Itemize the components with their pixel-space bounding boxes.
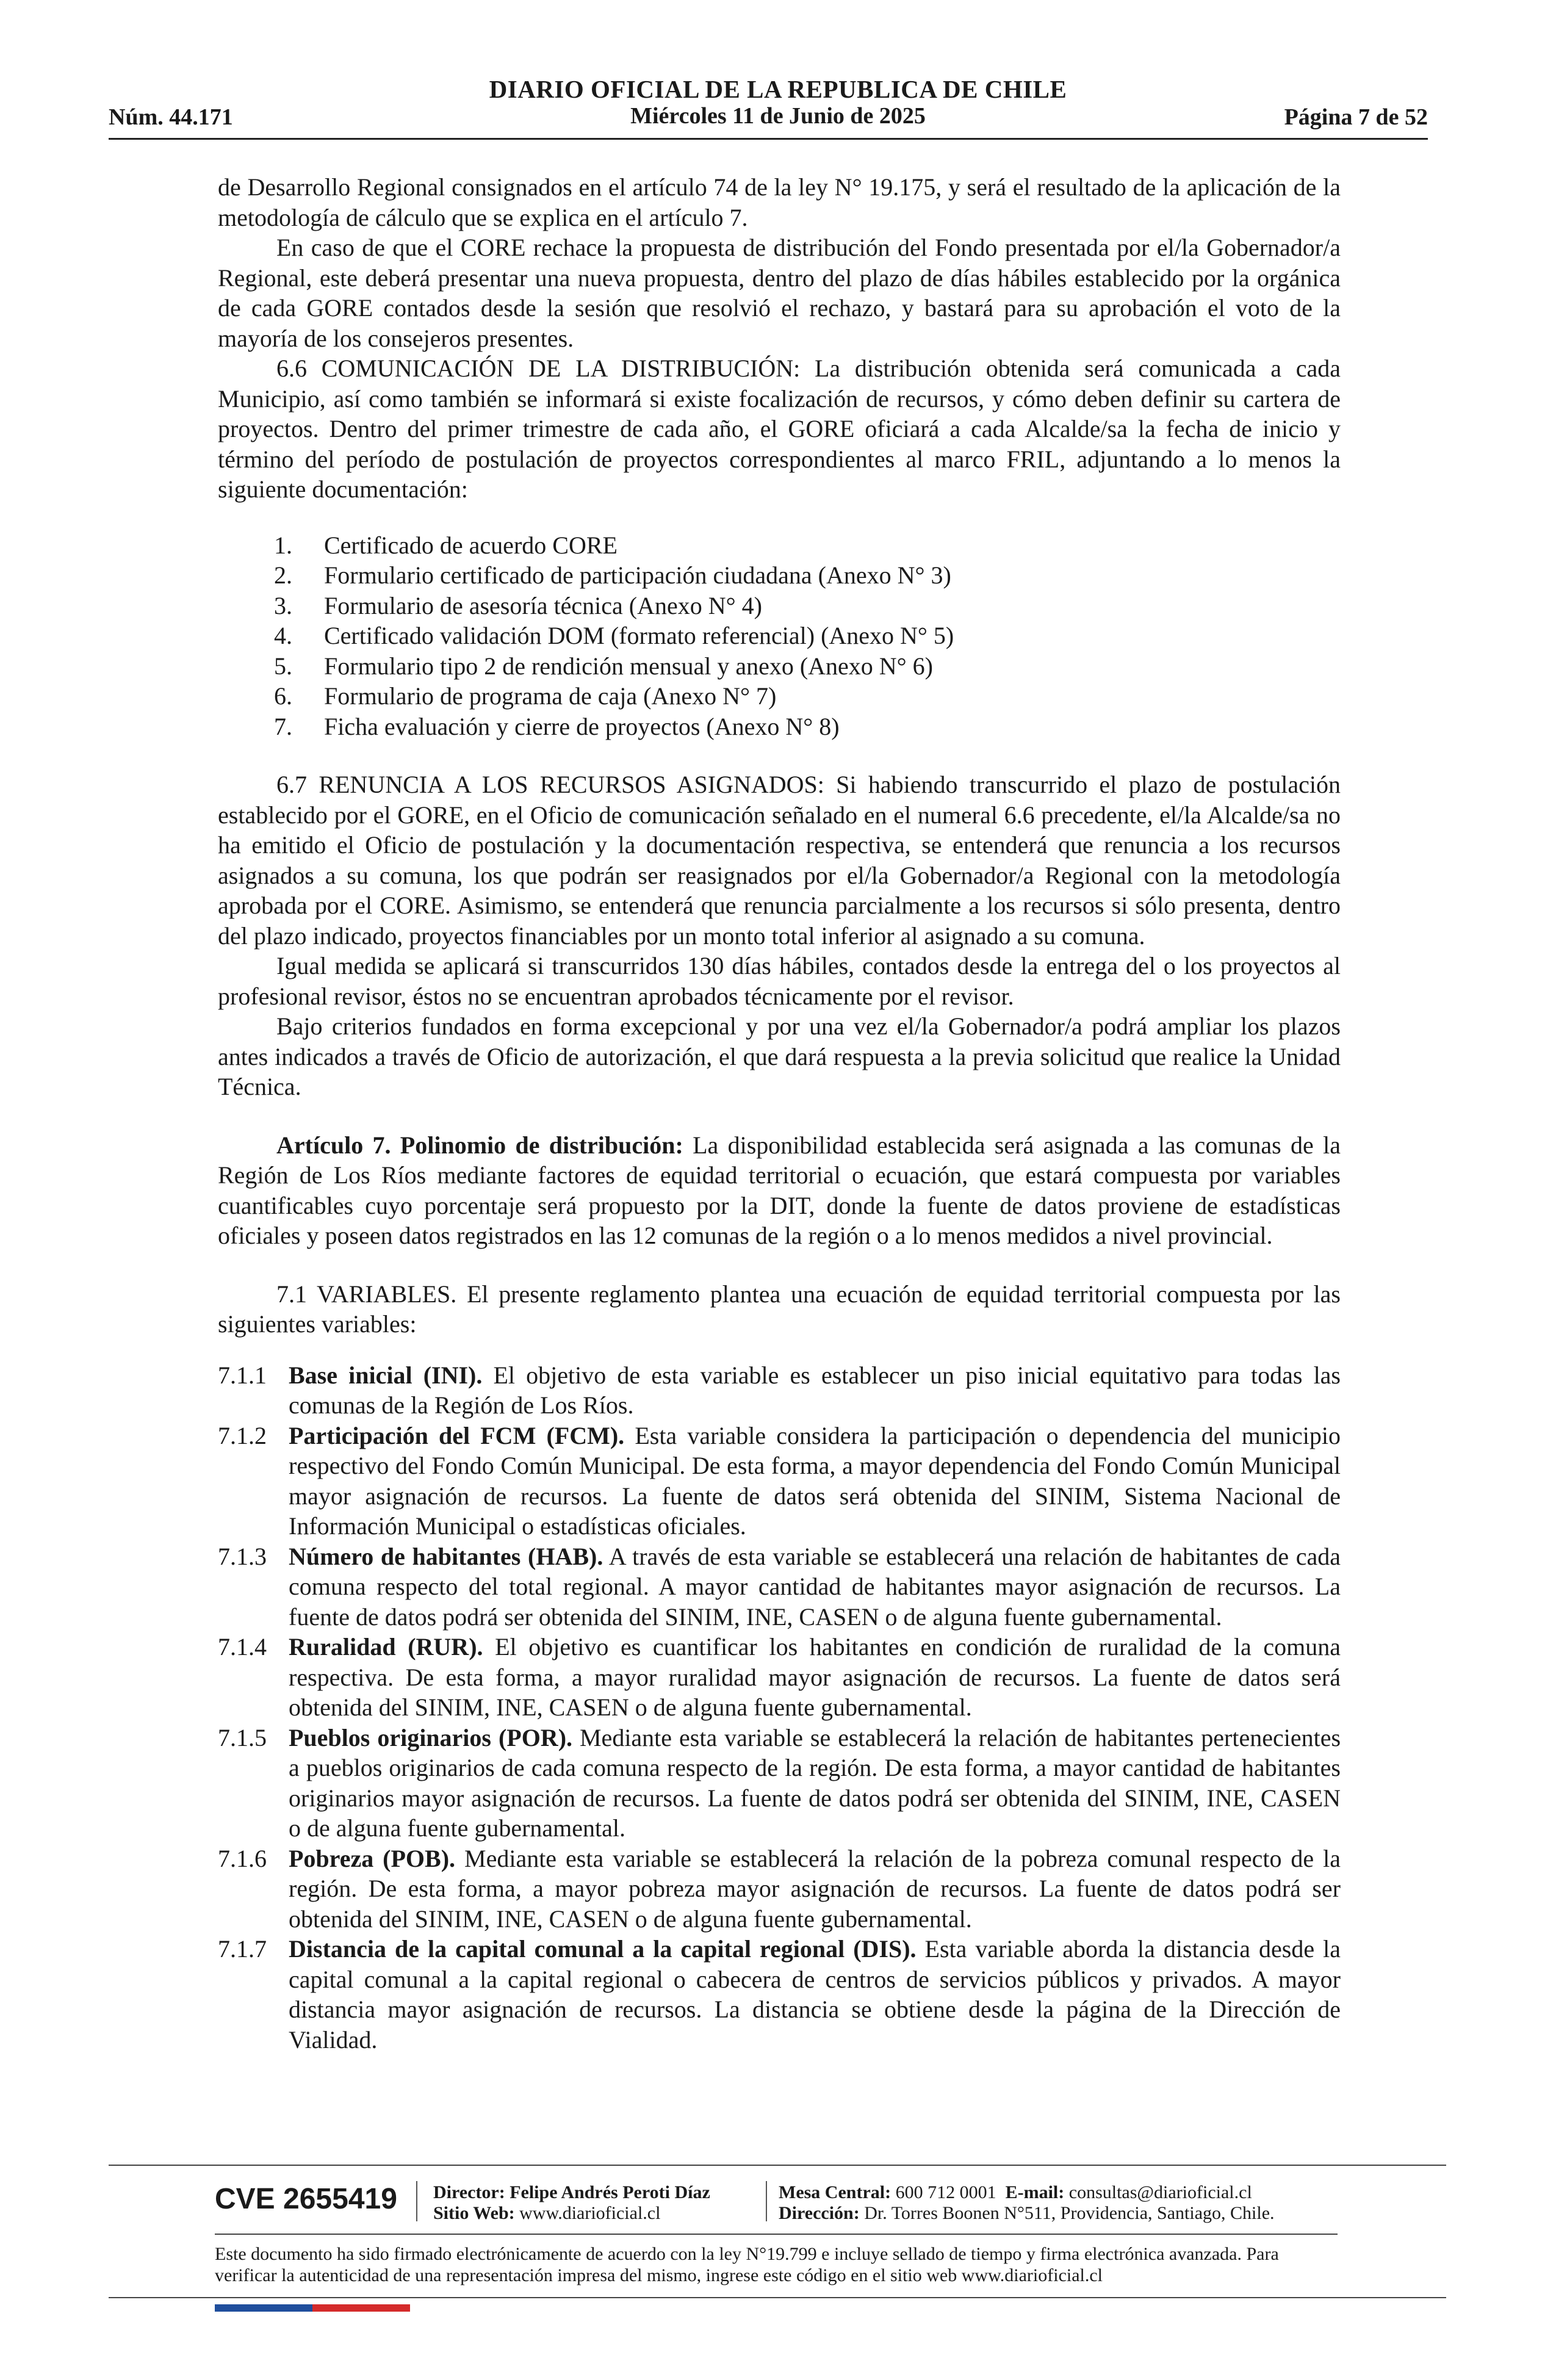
- list-item-text: Formulario de asesoría técnica (Anexo N° 4): [324, 591, 762, 619]
- list-item-number: 3.: [274, 591, 292, 619]
- newspaper-title: DIARIO OFICIAL DE LA REPUBLICA DE CHILE: [489, 75, 1067, 103]
- list-item-number: 1.: [274, 531, 292, 559]
- list-item-text: Formulario tipo 2 de rendición mensual y anexo (Anexo N° 6): [324, 652, 933, 680]
- list-item: [218, 681, 1341, 712]
- paragraph-7-1: 7.1 VARIABLES. El presente reglamento plantea una ecuación de equidad territorial compuesta por las siguientes variables:: [218, 1280, 1341, 1338]
- variable-heading: Base inicial (INI).: [289, 1361, 483, 1389]
- header-divider: [109, 138, 1428, 140]
- list-item: [218, 712, 1341, 742]
- list-item: [218, 530, 1341, 561]
- variable-number: 7.1.6: [218, 1844, 267, 1872]
- variable-item: [218, 1542, 1341, 1632]
- article-7: [218, 1130, 1341, 1251]
- list-item-text: Certificado de acuerdo CORE: [324, 531, 618, 559]
- variable-text: Esta variable aborda la distancia desde la capital comunal a la capital regional o cabecera de centros de servicios públicos y privados. A mayor distancia mayor asignación de recursos. La distancia se obtiene desde la página de la Dirección de Vialidad.: [289, 1935, 1341, 2054]
- variable-number: 7.1.5: [218, 1723, 267, 1751]
- paragraph: de Desarrollo Regional consignados en el artículo 74 de la ley N° 19.175, y será el resultado de la aplicación de la metodología de cálculo que se explica en el artículo 7.: [218, 173, 1341, 231]
- document-body: [218, 172, 1341, 2055]
- article-7-text: La disponibilidad establecida será asignada a las comunas de la Región de Los Ríos mediante factores de equidad territorial o ecuación, que estará compuesta por variables cuantificables cuyo porcentaje será propuesto por la DIT, donde la fuente de datos proviene de estadísticas oficiales y poseen datos registrados en las 12 comunas de la región o a lo menos medidos a nivel provincial.: [218, 1131, 1341, 1249]
- signature-notice: Este documento ha sido firmado electrónicamente de acuerdo con la ley N°19.799 e incluye sellado de tiempo y firma electrónica avanzada. Para verificar la autenticidad de una representación impresa del mismo, ingrese este código en el sitio web www.diarioficial.cl: [215, 2244, 1279, 2285]
- list-item: [218, 651, 1341, 682]
- variable-number: 7.1.2: [218, 1421, 267, 1449]
- variable-text: El objetivo es cuantificar los habitantes en condición de ruralidad de la comuna respectiva. De esta forma, a mayor ruralidad mayor asignación de recursos. La fuente de datos será obtenida del SINIM, INE, CASEN o de alguna fuente gubernamental.: [289, 1633, 1341, 1721]
- list-item-text: Formulario de programa de caja (Anexo N° 7): [324, 682, 777, 710]
- paragraph: En caso de que el CORE rechace la propuesta de distribución del Fondo presentada por el/la Gobernador/a Regional, este deberá presentar una nueva propuesta, dentro del plazo de días hábiles establecido por la orgánica de cada GORE contados desde la sesión que resolvió el rechazo, y bastará para su aprobación el voto de la mayoría de los consejeros presentes.: [218, 234, 1341, 352]
- variable-heading: Distancia de la capital comunal a la capital regional (DIS).: [289, 1935, 917, 1963]
- address-label: Dirección:: [779, 2203, 860, 2223]
- variable-description: [289, 1934, 1341, 2055]
- phone-number: 600 712 0001: [895, 2182, 996, 2202]
- email-label: E-mail:: [1005, 2182, 1065, 2202]
- article-7-heading: Artículo 7. Polinomio de distribución:: [276, 1131, 683, 1159]
- phone-label: Mesa Central:: [779, 2182, 891, 2202]
- variable-heading: Participación del FCM (FCM).: [289, 1421, 625, 1449]
- list-item: [218, 621, 1341, 651]
- flag-red-bar: [312, 2304, 410, 2312]
- variable-item: [218, 1844, 1341, 1935]
- variable-item: [218, 1360, 1341, 1421]
- variable-item: [218, 1421, 1341, 1542]
- variable-number: 7.1.1: [218, 1361, 267, 1389]
- flag-blue-bar: [215, 2304, 312, 2312]
- footer-separator: [416, 2181, 417, 2221]
- variable-text: Mediante esta variable se establecerá la relación de la pobreza comunal respecto de la región. De esta forma, a mayor pobreza mayor asignación de recursos. La fuente de datos podrá ser obtenida del SINIM, INE, CASEN o de alguna fuente gubernamental.: [289, 1844, 1341, 1933]
- variable-description: [289, 1844, 1341, 1935]
- footer-inner-divider: [215, 2234, 1338, 2235]
- cve-code: CVE 2655419: [215, 2183, 397, 2215]
- issue-number: Núm. 44.171: [109, 104, 233, 130]
- variable-text: A través de esta variable se establecerá una relación de habitantes de cada comuna respecto del total regional. A mayor cantidad de habitantes mayor asignación de recursos. La fuente de datos podrá ser obtenida del SINIM, INE, CASEN o de alguna fuente gubernamental.: [289, 1542, 1341, 1631]
- variable-text: Mediante esta variable se establecerá la relación de habitantes pertenecientes a pueblos originarios de cada comuna respecto de la región. De esta forma, a mayor cantidad de habitantes originarios mayor asignación de recursos. La fuente de datos podrá ser obtenida del SINIM, INE, CASEN o de alguna fuente gubernamental.: [289, 1723, 1341, 1842]
- variable-heading: Número de habitantes (HAB).: [289, 1542, 603, 1570]
- variable-text: El objetivo de esta variable es establecer un piso inicial equitativo para todas las comunas de la Región de Los Ríos.: [289, 1361, 1341, 1419]
- variable-number: 7.1.3: [218, 1542, 267, 1570]
- list-item-number: 5.: [274, 652, 292, 680]
- variable-description: [289, 1421, 1341, 1542]
- list-item-text: Formulario certificado de participación ciudadana (Anexo N° 3): [324, 561, 951, 589]
- variable-number: 7.1.4: [218, 1633, 267, 1661]
- paragraph-6-6: 6.6 COMUNICACIÓN DE LA DISTRIBUCIÓN: La distribución obtenida será comunicada a cada Municipio, así como también se informará si existe focalización de recursos, y cómo deben definir su cartera de proyectos. Dentro del primer trimestre de cada año, el GORE oficiará a cada Alcalde/sa la fecha de inicio y término del período de postulación de proyectos correspondientes al marco FRIL, adjuntando a lo menos la siguiente documentación:: [218, 355, 1341, 503]
- variable-description: [289, 1360, 1341, 1421]
- variable-item: [218, 1723, 1341, 1844]
- variable-text: Esta variable considera la participación o dependencia del municipio respectivo del Fondo Común Municipal. De esta forma, a mayor dependencia del Fondo Común Municipal mayor asignación de recursos. La fuente de datos será obtenida del SINIM, Sistema Nacional de Información Municipal o estadísticas oficiales.: [289, 1421, 1341, 1540]
- variable-heading: Pobreza (POB).: [289, 1844, 456, 1872]
- list-item-number: 6.: [274, 682, 292, 710]
- footer-contact-block: [779, 2182, 1275, 2224]
- list-item-text: Ficha evaluación y cierre de proyectos (Anexo N° 8): [324, 712, 840, 740]
- website-link[interactable]: www.diarioficial.cl: [519, 2203, 661, 2223]
- variable-description: [289, 1542, 1341, 1632]
- list-item-text: Certificado validación DOM (formato referencial) (Anexo N° 5): [324, 622, 954, 649]
- documentation-list: [218, 530, 1341, 742]
- director-label: Director:: [433, 2182, 505, 2202]
- list-item-number: 4.: [274, 622, 292, 649]
- list-item: [218, 591, 1341, 621]
- footer-bottom-divider: [109, 2297, 1446, 2298]
- page-number: Página 7 de 52: [1284, 104, 1428, 130]
- footer-separator: [766, 2181, 767, 2221]
- list-item-number: 2.: [274, 561, 292, 589]
- variable-item: [218, 1934, 1341, 2055]
- flag-stripe: [215, 2304, 410, 2312]
- variables-list: [218, 1360, 1341, 2055]
- footer-director-block: [433, 2182, 710, 2224]
- paragraph-6-7: 6.7 RENUNCIA A LOS RECURSOS ASIGNADOS: Si habiendo transcurrido el plazo de postulación establecido por el GORE, en el Oficio de comunicación señalado en el numeral 6.6 precedente, el/la Alcalde/sa no ha emitido el Oficio de postulación y la documentación respectiva, se entenderá que renuncia a los recursos asignados a su comuna, los que podrán ser reasignados por el/la Gobernador/a Regional con la metodología aprobada por el CORE. Asimismo, se entenderá que renuncia parcialmente a los recursos si sólo presenta, dentro del plazo indicado, proyectos financiables por un monto total inferior al asignado a su comuna.: [218, 771, 1341, 950]
- list-item-number: 7.: [274, 712, 292, 740]
- variable-description: [289, 1632, 1341, 1723]
- variable-item: [218, 1632, 1341, 1723]
- paragraph: Bajo criterios fundados en forma excepcional y por una vez el/la Gobernador/a podrá ampliar los plazos antes indicados a través de Oficio de autorización, el que dará respuesta a la previa solicitud que realice la Unidad Técnica.: [218, 1012, 1341, 1100]
- footer-divider: [109, 2165, 1446, 2166]
- website-label: Sitio Web:: [433, 2203, 515, 2223]
- variable-number: 7.1.7: [218, 1935, 267, 1963]
- director-name: Felipe Andrés Peroti Díaz: [510, 2182, 710, 2202]
- variable-heading: Pueblos originarios (POR).: [289, 1723, 573, 1751]
- variable-heading: Ruralidad (RUR).: [289, 1633, 483, 1661]
- variable-description: [289, 1723, 1341, 1844]
- list-item: [218, 560, 1341, 591]
- issue-date: Miércoles 11 de Junio de 2025: [630, 103, 926, 129]
- address: Dr. Torres Boonen N°511, Providencia, Santiago, Chile.: [864, 2203, 1275, 2223]
- email-link[interactable]: consultas@diarioficial.cl: [1068, 2182, 1252, 2202]
- paragraph: Igual medida se aplicará si transcurridos 130 días hábiles, contados desde la entrega del o los proyectos al profesional revisor, éstos no se encuentran aprobados técnicamente por el revisor.: [218, 952, 1341, 1010]
